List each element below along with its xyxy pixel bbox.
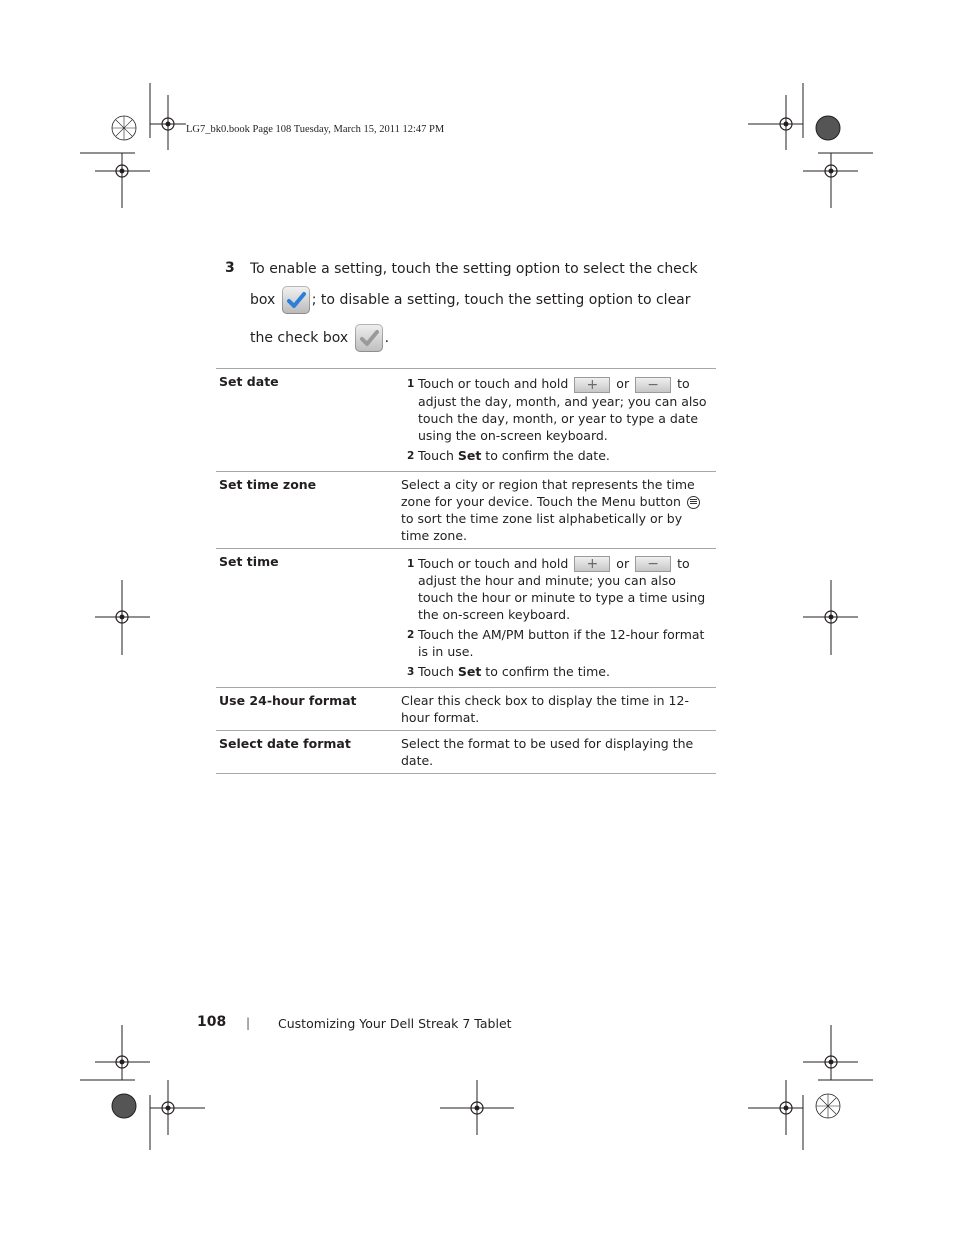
minus-button-icon: − xyxy=(635,377,671,393)
step-text-clear: the check box xyxy=(250,330,349,346)
list-item-text: Touch xyxy=(418,664,458,679)
menu-button-icon xyxy=(687,496,700,509)
row-label: Set time xyxy=(216,548,398,688)
step-text-period: . xyxy=(384,330,390,346)
page-number: 108 xyxy=(197,1014,227,1030)
step-list xyxy=(407,555,713,681)
print-slug: LG7_bk0.book Page 108 Tuesday, March 15, 2011 12:47 PM xyxy=(186,124,445,135)
plus-button-icon: + xyxy=(574,556,610,572)
table-row xyxy=(216,548,716,688)
list-item xyxy=(407,663,713,680)
list-item-or: or xyxy=(616,555,630,571)
set-keyword: Set xyxy=(457,447,482,463)
list-item-number: 2 xyxy=(407,449,415,462)
row-text: Select a city or region that represents the time zone for your device. Touch the Menu button xyxy=(401,476,695,509)
row-text: to sort the time zone list alphabetically or by time zone. xyxy=(401,510,683,543)
footer-separator: | xyxy=(246,1016,251,1030)
step-text-disable: ; to disable a setting, touch the setting option to clear xyxy=(311,292,691,308)
list-item xyxy=(407,555,713,624)
list-item-to: to xyxy=(677,555,690,571)
plus-button-icon: + xyxy=(574,377,610,393)
row-label: Set time zone xyxy=(216,471,398,548)
list-item-rest: adjust the day, month, and year; you can also touch the day, month, or year to type a date using the on-screen keyboard. xyxy=(418,393,707,443)
list-item-text: Touch or touch and hold xyxy=(418,376,569,391)
table-row xyxy=(216,369,716,472)
step-list xyxy=(407,375,713,464)
settings-table xyxy=(216,368,716,774)
list-item-number: 2 xyxy=(407,629,415,641)
row-label: Select date format xyxy=(216,731,398,774)
list-item xyxy=(407,626,713,660)
table-row xyxy=(216,688,716,731)
row-description: Select the format to be used for displaying the date. xyxy=(398,731,716,774)
step-text-line-1: To enable a setting, touch the setting option to select the check xyxy=(250,261,698,277)
step-text-box: box xyxy=(250,292,276,308)
list-item-number: 1 xyxy=(407,378,415,390)
list-item-text: Touch or touch and hold xyxy=(418,555,569,571)
row-description xyxy=(398,471,716,548)
row-description xyxy=(398,369,716,472)
row-label: Set date xyxy=(216,369,398,472)
list-item-number: 3 xyxy=(407,666,415,678)
list-item-or: or xyxy=(616,376,630,391)
footer-title: Customizing Your Dell Streak 7 Tablet xyxy=(278,1016,512,1031)
list-item-text: Touch the AM/PM button if the 12-hour format is in use. xyxy=(418,627,705,659)
list-item-rest: adjust the hour and minute; you can also touch the hour or minute to type a time using the on-screen keyboard. xyxy=(418,573,706,622)
list-item-text: Touch xyxy=(418,447,458,463)
step-text-line-2 xyxy=(250,286,691,314)
table-row xyxy=(216,731,716,774)
list-item xyxy=(407,375,713,444)
step-number: 3 xyxy=(225,260,235,276)
list-item-number: 1 xyxy=(407,557,415,570)
list-item-to: to xyxy=(677,376,690,391)
list-item-text: to confirm the time. xyxy=(481,664,610,679)
row-label: Use 24-hour format xyxy=(216,688,398,731)
unchecked-checkbox-icon xyxy=(355,324,383,352)
row-description xyxy=(398,548,716,688)
list-item-text: to confirm the date. xyxy=(481,447,610,463)
set-keyword: Set xyxy=(457,664,482,679)
list-item xyxy=(407,447,713,464)
row-description: Clear this check box to display the time in 12-hour format. xyxy=(398,688,716,731)
table-row xyxy=(216,471,716,548)
minus-button-icon: − xyxy=(635,556,671,572)
checked-checkbox-icon xyxy=(282,286,310,314)
step-text-line-3 xyxy=(250,324,389,352)
